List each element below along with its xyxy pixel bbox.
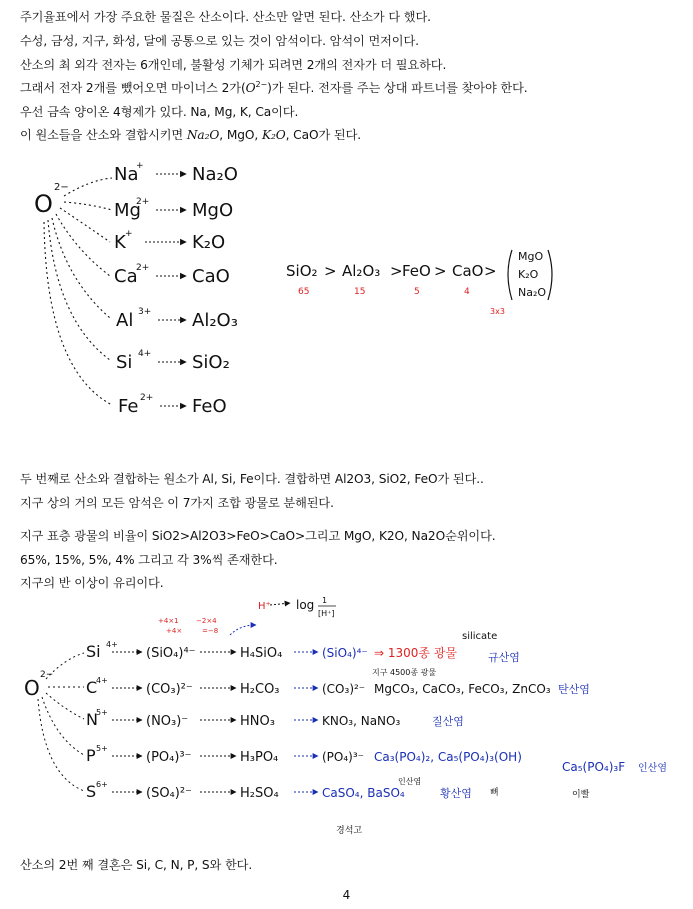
bracket-left	[508, 250, 512, 300]
acid-p: H₃PO₄	[240, 750, 279, 765]
paragraph-4-a: 그래서 전자 2개를 뺐어오면 마이너스 2가(	[20, 81, 246, 95]
acid-s: H₂SO₄	[240, 786, 279, 801]
oxide-fe: FeO	[192, 396, 227, 417]
element-p-charge: 5+	[96, 744, 108, 753]
paragraph-6	[20, 126, 361, 143]
log-frac-den: [H⁺]	[318, 609, 335, 618]
cation-fe-charge: 2+	[140, 393, 154, 403]
apatite-formula: Ca₅(PO₄)₃F	[562, 760, 626, 774]
ratio-item-0: SiO₂	[286, 262, 318, 280]
paragraph-4	[20, 79, 528, 96]
oxide-si: SiO₂	[192, 352, 230, 373]
element-n: N	[86, 710, 98, 729]
silicate-label: silicate	[462, 631, 498, 642]
paragraph-2: 수성, 금성, 지구, 화성, 달에 공통으로 있는 것이 암석이다. 암석이 먼저이다.	[20, 34, 419, 48]
anion-p: (PO₄)³⁻	[146, 750, 192, 765]
bone-label: 뼈	[490, 788, 499, 798]
ratio-percent-0: 65	[298, 287, 310, 297]
cation-na: Na	[114, 164, 139, 185]
ratio-item-1: Al₂O₃	[342, 262, 381, 280]
bracket-note: 3x3	[490, 307, 505, 316]
center-oxygen: O	[34, 190, 53, 218]
acid-c: H₂CO₃	[240, 682, 280, 697]
cation-k-charge: +	[125, 229, 133, 239]
paragraph-11: 지구의 반 이상이 유리이다.	[20, 576, 164, 590]
sub-phosphate: 인산염	[398, 777, 422, 786]
ratio-separator-2: >	[434, 262, 447, 280]
anion-si: (SiO₄)⁴⁻	[146, 646, 196, 661]
cation-mg: Mg	[114, 200, 141, 221]
earth-minerals-note: 지구 4500종 광물	[372, 668, 437, 677]
ratio-separator-1: >	[390, 262, 403, 280]
log-text: log	[296, 598, 315, 612]
ratio-item-2: FeO	[402, 262, 431, 280]
paragraph-7: 두 번째로 산소와 결합하는 원소가 Al, Si, Fe이다. 결합하면 Al2O3, SiO2, FeO가 된다..	[20, 472, 484, 486]
paragraph-6-a: 이 원소들을 산소와 결합시키면	[20, 128, 187, 142]
element-si: Si	[86, 642, 101, 661]
paragraph-9: 지구 표층 광물의 비율이 SiO2>Al2O3>FeO>CaO>그리고 MgO, K2O, Na2O순위이다.	[20, 529, 496, 543]
bracket-item-0: MgO	[518, 250, 544, 263]
paragraph-6-mid: , MgO,	[219, 128, 262, 142]
teeth-label: 이빨	[572, 790, 590, 800]
h-plus-note: H⁺	[258, 601, 271, 612]
k2o-formula: K₂O	[261, 128, 286, 142]
oxyanion-diagram	[0, 595, 693, 845]
center-oxygen-charge: 2−	[54, 182, 69, 193]
page-number: 4	[342, 888, 351, 902]
cation-k: K	[114, 232, 126, 253]
oxide-ion: O	[245, 81, 256, 95]
label-si: 규산염	[488, 651, 520, 664]
oxide-ca: CaO	[192, 266, 230, 287]
anion-s: (SO₄)²⁻	[146, 786, 192, 801]
ratio-percent-1: 15	[354, 287, 366, 297]
anion-n: (NO₃)⁻	[146, 714, 189, 729]
red-note-1: +4×1	[158, 617, 179, 625]
paragraph-10: 65%, 15%, 5%, 4% 그리고 각 3%씩 존재한다.	[20, 553, 278, 567]
ratio-separator-0: >	[324, 262, 337, 280]
oxide-k: K₂O	[192, 232, 226, 253]
paragraph-8: 지구 상의 거의 모든 암석은 이 7가지 조합 광물로 분해된다.	[20, 496, 334, 510]
cation-ca-charge: 2+	[136, 263, 150, 273]
salt-p: (PO₄)³⁻	[322, 750, 364, 764]
cation-si: Si	[116, 352, 133, 373]
acid-n: HNO₃	[240, 714, 275, 729]
ratio-separator-3: >	[484, 262, 497, 280]
salt-si: (SiO₄)⁴⁻	[322, 646, 368, 660]
salt-c: (CO₃)²⁻	[322, 682, 366, 696]
element-s: S	[86, 782, 97, 801]
cation-fe: Fe	[118, 396, 139, 417]
ratio-item-3: CaO	[452, 262, 484, 280]
paragraph-3: 산소의 최 외각 전자는 6개인데, 불활성 기체가 되려면 2개의 전자가 더 필요하다.	[20, 58, 447, 72]
red-note-4: =−8	[202, 627, 219, 635]
element-s-charge: 6+	[96, 780, 108, 789]
apatite-label: 인산염	[638, 763, 667, 774]
cation-si-charge: 4+	[138, 349, 152, 359]
log-frac-num: 1	[322, 596, 328, 605]
red-note-2: +4×	[166, 627, 183, 635]
label-n: 질산염	[432, 715, 464, 728]
center-oxygen-2-charge: 2−	[40, 670, 54, 680]
salt-n: KNO₃, NaNO₃	[322, 714, 401, 728]
ratio-percent-3: 4	[464, 287, 470, 297]
element-c: C	[86, 678, 98, 697]
oxide-na: Na₂O	[192, 164, 238, 185]
cation-na-charge: +	[136, 161, 144, 171]
red-note-3: −2×4	[196, 617, 217, 625]
ratio-percent-2: 5	[414, 287, 420, 297]
anion-c: (CO₃)²⁻	[146, 682, 193, 697]
label-c: 탄산염	[558, 683, 590, 696]
element-si-charge: 4+	[106, 640, 118, 649]
minerals-p: Ca₃(PO₄)₂, Ca₅(PO₄)₃(OH)	[374, 750, 522, 764]
element-n-charge: 5+	[96, 708, 108, 717]
paragraph-12: 산소의 2번 째 결혼은 Si, C, N, P, S와 한다.	[20, 858, 253, 872]
oxide-ion-charge: 2−	[255, 79, 268, 89]
minerals-si: ⇒ 1300종 광물	[374, 646, 457, 660]
minerals-c: MgCO₃, CaCO₃, FeCO₃, ZnCO₃	[374, 682, 551, 696]
na2o-formula: Na₂O	[186, 128, 220, 142]
cation-ca: Ca	[114, 266, 138, 287]
bracket-item-2: Na₂O	[518, 286, 547, 299]
paragraph-1: 주기율표에서 가장 주요한 물질은 산소이다. 산소만 알면 된다. 산소가 다 했다.	[20, 10, 431, 24]
paragraph-6-b: , CaO가 된다.	[285, 128, 362, 142]
acid-si: H₄SiO₄	[240, 646, 283, 661]
paragraph-4-b: )가 된다. 전자를 주는 상대 파트너를 찾아야 한다.	[267, 81, 528, 95]
center-oxygen-2: O	[24, 676, 40, 700]
cation-al: Al	[116, 310, 134, 331]
cation-mg-charge: 2+	[136, 197, 150, 207]
cation-oxide-diagram	[0, 150, 693, 450]
cation-al-charge: 3+	[138, 307, 152, 317]
oxide-mg: MgO	[192, 200, 234, 221]
bracket-right	[548, 250, 552, 300]
label-s: 황산염	[440, 787, 472, 800]
salt-s: CaSO₄, BaSO₄	[322, 786, 405, 800]
paragraph-5: 우선 금속 양이온 4형제가 있다. Na, Mg, K, Ca이다.	[20, 105, 299, 119]
bracket-item-1: K₂O	[518, 268, 539, 281]
element-p: P	[86, 746, 96, 765]
element-c-charge: 4+	[96, 676, 108, 685]
oxide-al: Al₂O₃	[192, 310, 238, 331]
gypsum-label: 경석고	[336, 826, 363, 836]
